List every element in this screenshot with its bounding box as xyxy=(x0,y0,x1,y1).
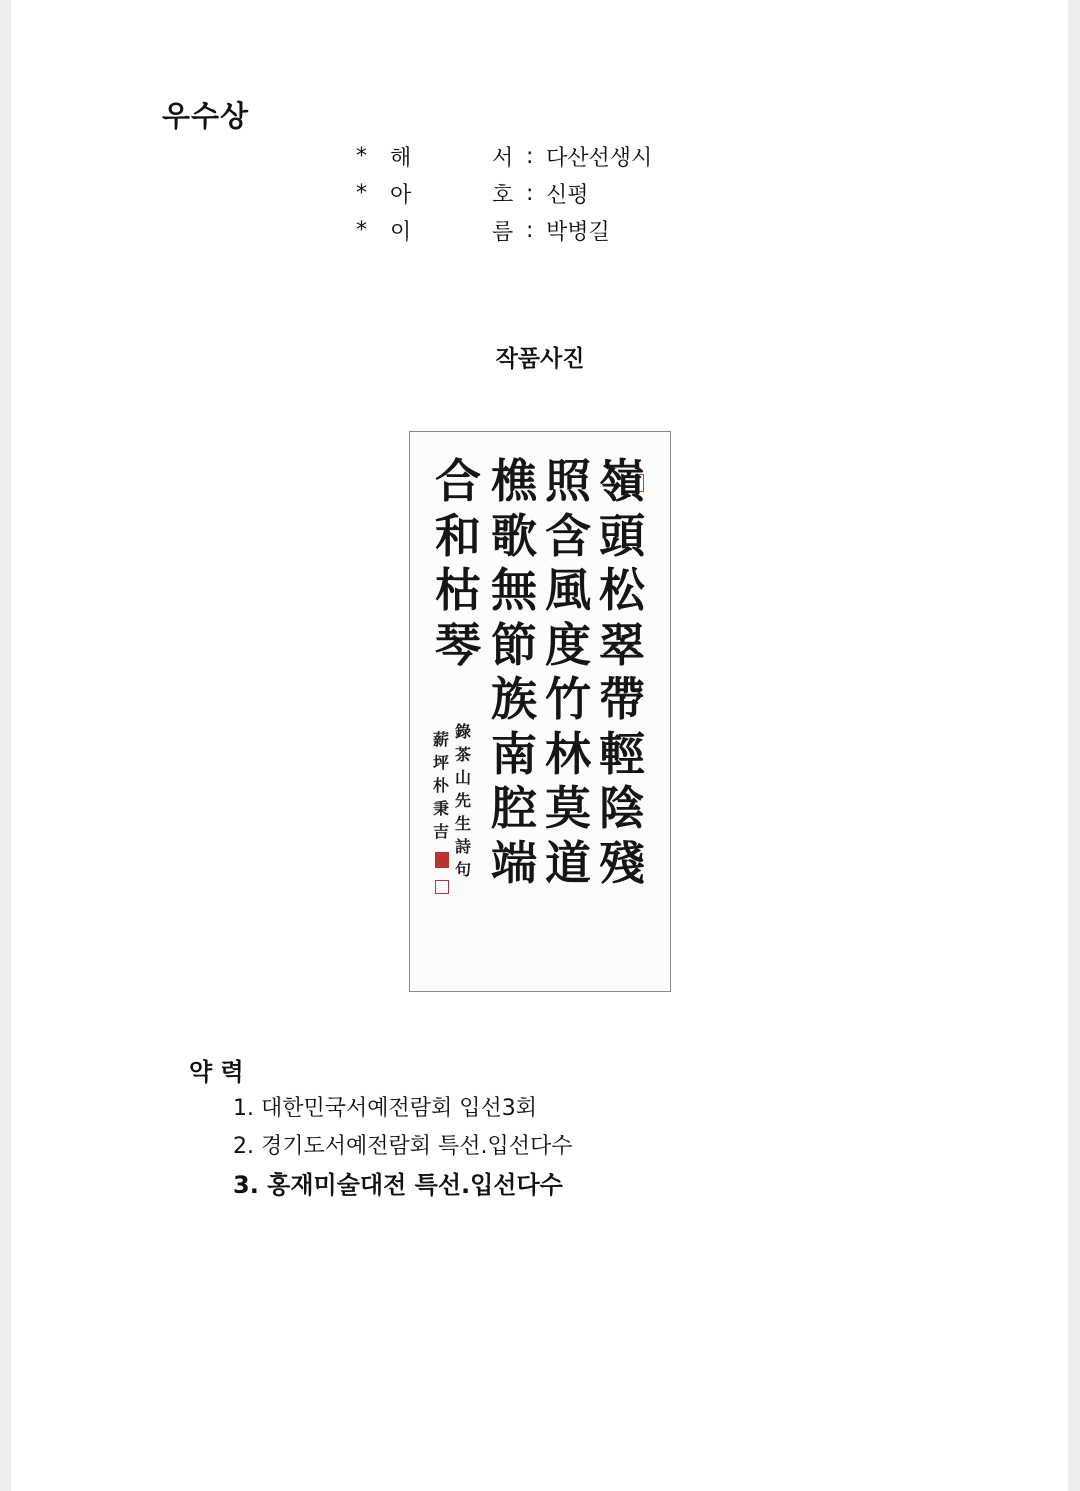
inscription-char: 茶 xyxy=(454,745,471,764)
inscription-char: 秉 xyxy=(432,799,449,818)
seal-mark xyxy=(435,852,449,868)
inscription-column-1 xyxy=(452,720,474,881)
artwork-image xyxy=(409,431,671,992)
calligraphy-char: 翠 xyxy=(599,617,645,672)
info-label-char: 해 xyxy=(390,146,412,171)
photo-section-title: 작품사진 xyxy=(495,346,585,372)
calligraphy-char: 合 xyxy=(435,454,481,508)
calligraphy-column-3 xyxy=(486,454,542,890)
calligraphy-char: 琴 xyxy=(435,617,481,672)
inscription-char: 先 xyxy=(454,791,471,810)
bullet-star: * xyxy=(356,144,367,169)
calligraphy-char: 度 xyxy=(545,617,591,672)
bullet-star: * xyxy=(356,218,367,243)
career-title: 약 력 xyxy=(189,1058,244,1086)
calligraphy-char: 枯 xyxy=(435,563,481,617)
inscription-char: 生 xyxy=(454,814,471,833)
career-item: 2. 경기도서예전람회 특선.입선다수 xyxy=(233,1134,573,1159)
inscription-char: 句 xyxy=(454,860,471,879)
info-label-char: 아 xyxy=(390,183,412,208)
info-row-style xyxy=(356,138,652,175)
calligraphy-char: 無 xyxy=(491,563,537,617)
info-value-pen-name: 신평 xyxy=(546,183,589,208)
info-value-style: 다산선생시 xyxy=(546,146,653,171)
calligraphy-char: 南 xyxy=(491,726,537,781)
career-item: 3. 홍재미술대전 특선.입선다수 xyxy=(233,1171,563,1199)
info-row-pen-name xyxy=(356,175,652,212)
calligraphy-char: 腔 xyxy=(491,781,537,835)
calligraphy-char: 陰 xyxy=(599,781,645,835)
calligraphy-char: 和 xyxy=(435,508,481,563)
inscription-char: 吉 xyxy=(432,822,449,841)
info-colon: : xyxy=(526,181,534,206)
calligraphy-column-4 xyxy=(430,454,486,672)
calligraphy-char: 殘 xyxy=(599,835,645,890)
inscription-char: 薪 xyxy=(432,730,449,749)
info-label-char: 서 xyxy=(492,146,514,171)
calligraphy-char: 輕 xyxy=(599,726,645,781)
info-colon: : xyxy=(526,144,534,169)
career-item: 1. 대한민국서예전람회 입선3회 xyxy=(233,1096,537,1121)
calligraphy-char: 照 xyxy=(545,454,591,508)
calligraphy-char: 風 xyxy=(545,563,591,617)
page-edge-left xyxy=(0,0,11,1491)
info-label-char: 이 xyxy=(390,220,412,245)
calligraphy-char: 道 xyxy=(545,835,591,890)
inscription-char: 坪 xyxy=(432,753,449,772)
calligraphy-char: 歌 xyxy=(491,508,537,563)
calligraphy-char: 端 xyxy=(491,835,537,890)
page-edge-right xyxy=(1068,0,1080,1491)
inscription-column-2 xyxy=(430,728,452,843)
info-row-name xyxy=(356,212,652,249)
calligraphy-char: 竹 xyxy=(545,672,591,726)
inscription-char: 山 xyxy=(454,768,471,787)
bullet-star: * xyxy=(356,181,367,206)
info-label-char: 호 xyxy=(492,183,514,208)
calligraphy-char: 頭 xyxy=(599,508,645,563)
info-colon: : xyxy=(526,218,534,243)
info-label-char: 름 xyxy=(492,220,514,245)
calligraphy-char: 節 xyxy=(491,617,537,672)
info-value-name: 박병길 xyxy=(546,220,610,245)
calligraphy-column-1 xyxy=(594,454,650,890)
calligraphy-column-2 xyxy=(540,454,596,890)
calligraphy-char: 帶 xyxy=(599,672,645,726)
calligraphy-char: 莫 xyxy=(545,781,591,835)
seal-mark xyxy=(435,880,449,894)
calligraphy-char: 松 xyxy=(599,563,645,617)
inscription-char: 朴 xyxy=(432,776,449,795)
calligraphy-char: 林 xyxy=(545,726,591,781)
award-title: 우수상 xyxy=(162,99,250,133)
info-table xyxy=(356,138,652,249)
calligraphy-char: 嶺 xyxy=(599,454,645,508)
calligraphy-char: 含 xyxy=(545,508,591,563)
calligraphy-char: 族 xyxy=(491,672,537,726)
inscription-char: 錄 xyxy=(454,722,471,741)
calligraphy-char: 樵 xyxy=(491,454,537,508)
career-list xyxy=(233,1090,573,1204)
inscription-char: 詩 xyxy=(454,837,471,856)
